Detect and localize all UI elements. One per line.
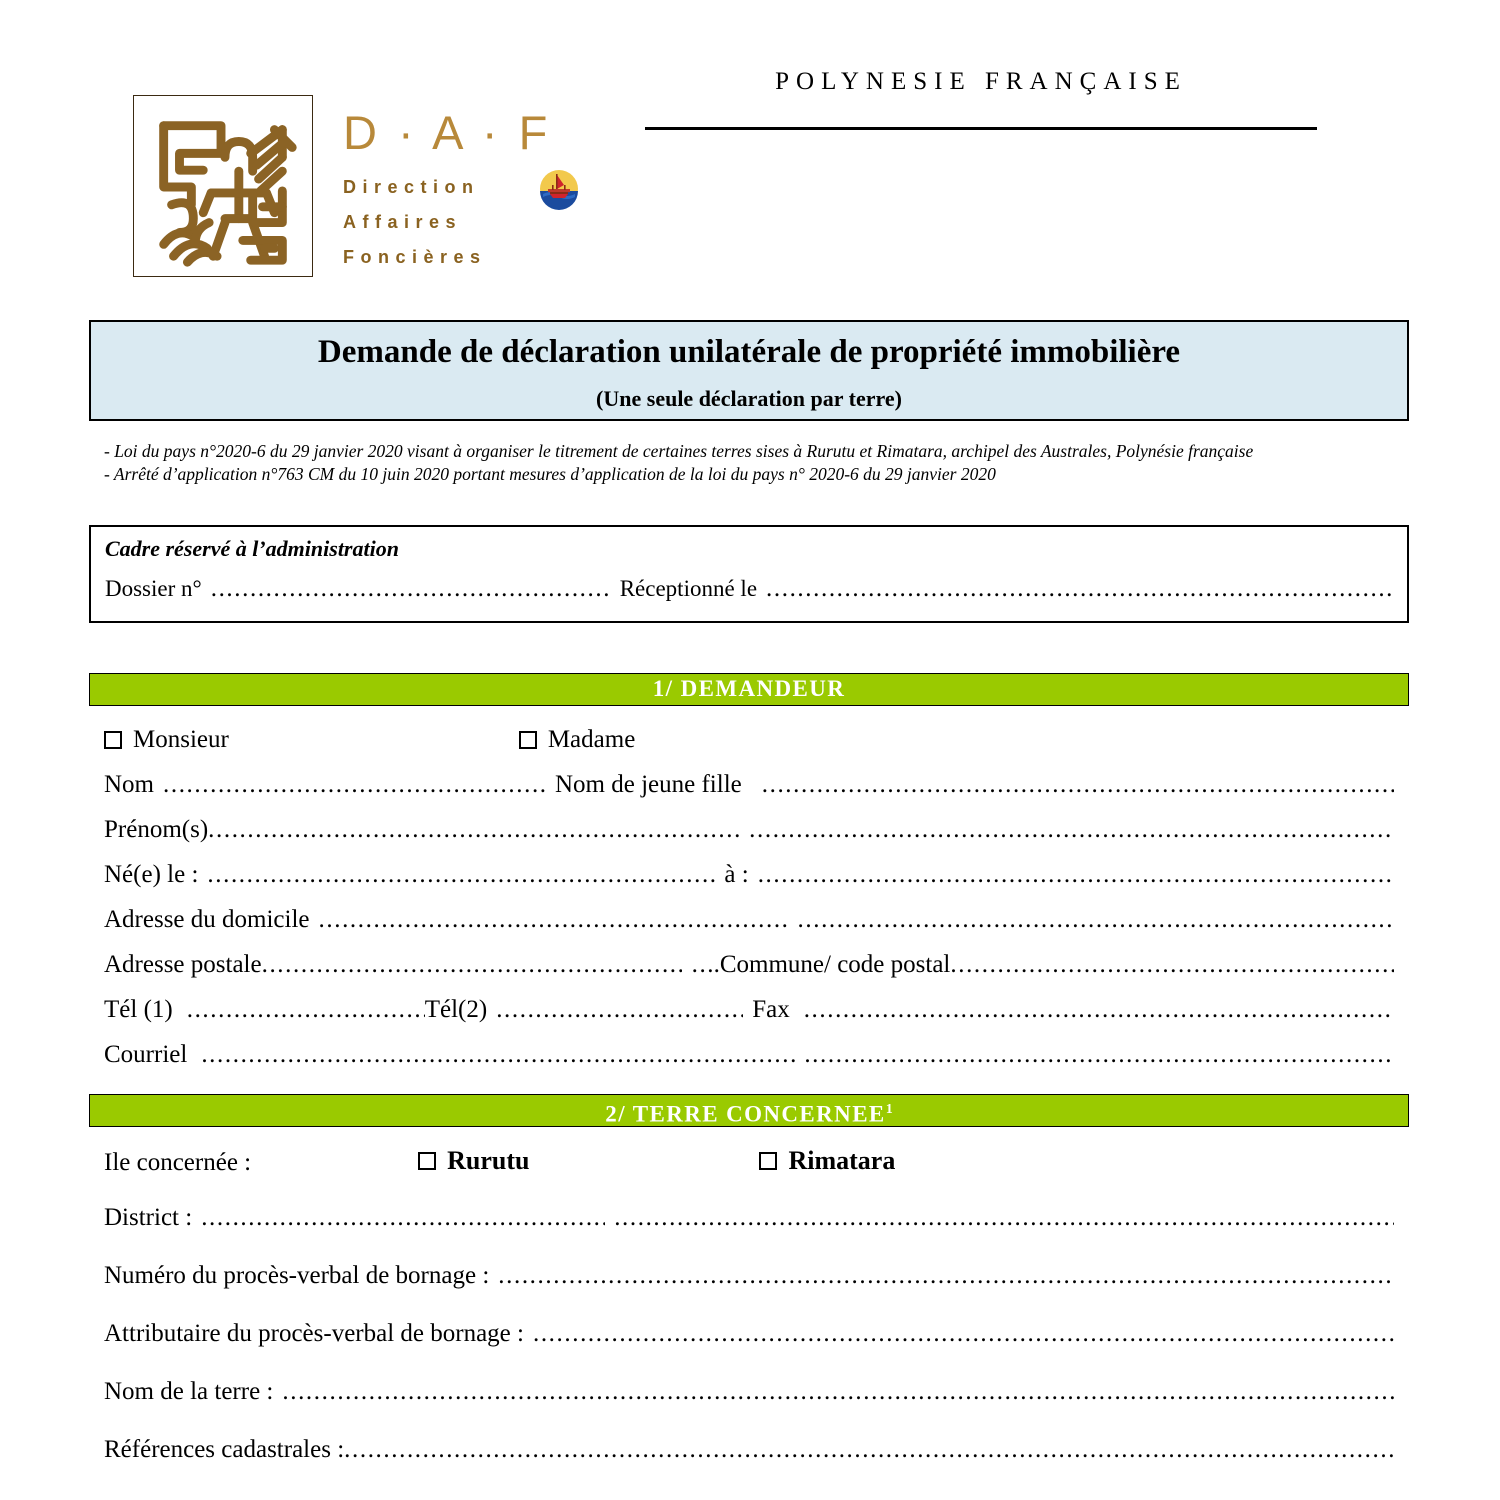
telephone-row — [104, 996, 1394, 1041]
courriel-row — [104, 1041, 1394, 1086]
adresse-postale-label: Adresse postale — [104, 951, 262, 978]
nom-terre-label: Nom de la terre : — [104, 1378, 274, 1405]
adresse-domicile-row — [104, 906, 1394, 951]
checkbox-rimatara[interactable] — [759, 1146, 895, 1176]
country-heading — [645, 68, 1317, 130]
attributaire-pv-label: Attributaire du procès-verbal de bornage : — [104, 1320, 524, 1347]
polynesian-tapa-tiki-icon — [133, 95, 313, 277]
page-header — [0, 0, 1500, 267]
adresse-domicile-input[interactable] — [319, 906, 789, 934]
dossier-input[interactable] — [211, 575, 611, 600]
nom-terre-row — [104, 1378, 1394, 1436]
fax-label: Fax — [752, 996, 790, 1023]
civility-row — [104, 726, 1394, 771]
attributaire-pv-input[interactable] — [533, 1320, 1394, 1348]
prenoms-label: Prénom(s) — [104, 816, 209, 843]
demandeur-fields — [104, 726, 1394, 1086]
checkbox-square-icon — [104, 731, 122, 749]
tel1-input[interactable] — [187, 996, 425, 1024]
district-label: District : — [104, 1204, 193, 1231]
dossier-row — [105, 575, 1393, 602]
section-header-terre — [89, 1094, 1409, 1127]
page-title: Demande de déclaration unilatérale de propriété immobilière — [317, 334, 1181, 370]
section-header-terre-label: 2/ TERRE CONCERNEE — [605, 1101, 886, 1127]
checkbox-rurutu[interactable] — [418, 1146, 529, 1176]
courriel-label: Courriel — [104, 1041, 188, 1068]
checkbox-madame[interactable] — [519, 726, 635, 754]
checkbox-square-icon — [418, 1152, 436, 1170]
tel1-label: Tél (1) — [104, 996, 173, 1023]
tel2-label: Tél(2) — [424, 996, 488, 1023]
daf-line-affaires: Affaires — [343, 212, 463, 232]
nom-jeune-fille-input[interactable] — [762, 771, 1394, 799]
legal-references — [104, 440, 1394, 486]
checkbox-square-icon — [759, 1152, 777, 1170]
daf-wordmark — [343, 95, 551, 283]
french-polynesia-emblem-icon — [537, 167, 581, 211]
legal-reference-decree: - Arrêté d’application n°763 CM du 10 juin 2020 portant mesures d’application de la loi du pays n° 2020-6 du 29 janvier 2020 — [104, 464, 996, 485]
section-header-terre-footnote: 1 — [885, 1102, 893, 1117]
adresse-postale-dots-tail — [692, 951, 714, 979]
courriel-input[interactable] — [201, 1041, 795, 1069]
ile-row — [104, 1146, 1394, 1204]
district-input[interactable] — [201, 1204, 605, 1232]
nom-label: Nom — [104, 771, 154, 798]
daf-line-foncieres: Foncières — [343, 247, 487, 267]
references-cadastrales-row — [104, 1436, 1394, 1494]
prenoms-input[interactable] — [208, 816, 740, 844]
reception-date-input[interactable] — [766, 575, 1393, 600]
header-divider — [645, 127, 1317, 130]
checkbox-monsieur[interactable] — [104, 726, 229, 754]
checkbox-square-icon — [519, 731, 537, 749]
prenoms-input-2[interactable] — [749, 816, 1394, 844]
numero-pv-row — [104, 1262, 1394, 1320]
nom-terre-input[interactable] — [282, 1378, 1394, 1406]
administration-box-title: Cadre réservé à l’administration — [105, 536, 399, 561]
naissance-row — [104, 861, 1394, 906]
courriel-input-2[interactable] — [804, 1041, 1394, 1069]
references-cadastrales-input[interactable] — [344, 1436, 1394, 1464]
nom-row — [104, 771, 1394, 816]
daf-logo — [133, 95, 551, 283]
checkbox-rimatara-label: Rimatara — [788, 1146, 896, 1175]
administration-box — [89, 525, 1409, 623]
commune-code-postal-input[interactable] — [950, 951, 1394, 979]
adresse-postale-row — [104, 951, 1394, 996]
tel2-input[interactable] — [496, 996, 743, 1024]
country-name: POLYNESIE FRANÇAISE — [775, 68, 1187, 95]
page-subtitle: (Une seule déclaration par terre) — [596, 385, 902, 411]
nom-jeune-fille-label: Nom de jeune fille — [555, 771, 742, 798]
ne-le-label: Né(e) le : — [104, 861, 199, 888]
daf-initials: D · A · F — [343, 106, 552, 159]
commune-code-postal-label: .Commune/ code postal — [713, 951, 951, 978]
date-naissance-input[interactable] — [207, 861, 715, 889]
dossier-label: Dossier n° — [105, 576, 202, 601]
references-cadastrales-label: Références cadastrales : — [104, 1436, 345, 1463]
checkbox-rurutu-label: Rurutu — [447, 1146, 530, 1175]
lieu-naissance-label: à : — [724, 861, 749, 888]
section-header-demandeur-label: 1/ DEMANDEUR — [652, 676, 846, 701]
district-row — [104, 1204, 1394, 1262]
legal-reference-law: - Loi du pays n°2020-6 du 29 janvier 2020 visant à organiser le titrement de certaines terres sises à Rurutu et Rimatara, archipel des Australes, Polynésie française — [104, 441, 1254, 461]
numero-pv-input[interactable] — [498, 1262, 1394, 1290]
adresse-postale-input[interactable] — [262, 951, 682, 979]
district-input-2[interactable] — [614, 1204, 1394, 1232]
lieu-naissance-input[interactable] — [758, 861, 1394, 889]
ile-label: Ile concernée : — [104, 1149, 252, 1176]
reception-label: Réceptionné le — [619, 576, 758, 601]
checkbox-madame-label: Madame — [547, 726, 636, 753]
fax-input[interactable] — [804, 996, 1394, 1024]
adresse-domicile-input-2[interactable] — [798, 906, 1394, 934]
checkbox-monsieur-label: Monsieur — [133, 726, 229, 753]
section-header-demandeur — [89, 673, 1409, 706]
attributaire-pv-row — [104, 1320, 1394, 1378]
numero-pv-label: Numéro du procès-verbal de bornage : — [104, 1262, 490, 1289]
nom-input[interactable] — [163, 771, 546, 799]
terre-fields — [104, 1146, 1394, 1494]
prenoms-row — [104, 816, 1394, 861]
adresse-domicile-label: Adresse du domicile — [104, 906, 310, 933]
document-title-banner — [89, 320, 1409, 421]
daf-line-direction: Direction — [343, 177, 480, 197]
